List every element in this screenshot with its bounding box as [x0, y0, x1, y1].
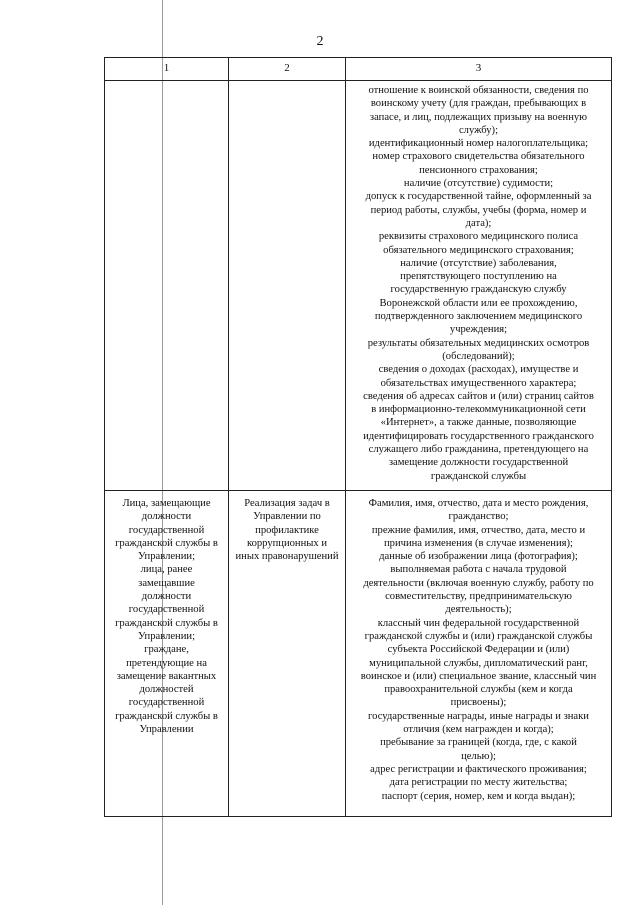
- cell-text-line: правоохранительной службы (кем и когда: [384, 684, 573, 696]
- cell-text-line: отношение к воинской обязанности, сведения по: [368, 85, 589, 96]
- cell-text-line: муниципальной службы, дипломатический ранг,: [369, 657, 588, 669]
- cell-text-line: гражданской службы в: [115, 710, 218, 722]
- cell-text-line: воинскому учету (для граждан, пребывающих в: [370, 98, 587, 110]
- cell-text-line: замещение вакантных: [116, 670, 217, 682]
- data-table: [104, 57, 612, 817]
- cell-text-line: Управлении: [139, 724, 194, 736]
- cell-text-line: наличие (отсутствие) судимости;: [403, 178, 554, 190]
- table-header-row: [105, 58, 612, 81]
- header-col-1: 1: [105, 58, 229, 81]
- cell-text-line: (обследований);: [442, 350, 515, 362]
- cell-text-line: наличие (отсутствие) заболевания,: [400, 257, 557, 269]
- row-1-col-1: [105, 81, 229, 491]
- cell-text-line: должности: [141, 511, 192, 523]
- cell-text-line: прежние фамилия, имя, отчество, дата, место и: [371, 524, 586, 536]
- cell-text-line: государственной: [128, 524, 205, 536]
- cell-text-line: Управлении;: [137, 551, 196, 563]
- cell-text-line: гражданской службы и (или) гражданской службы: [364, 630, 593, 642]
- cell-text-line: учреждения;: [449, 324, 508, 336]
- table-row: [105, 491, 612, 817]
- cell-text-line: лица, ранее: [140, 564, 193, 576]
- cell-text-line: замещавшие: [138, 577, 195, 589]
- cell-text-line: пенсионного страхования;: [419, 164, 538, 176]
- row-1-col-2: [229, 81, 346, 491]
- cell-text-line: дата регистрации по месту жительства;: [389, 777, 568, 789]
- cell-text-line: государственные награды, иные награды и знаки: [368, 710, 589, 722]
- table-row: [105, 81, 612, 491]
- row-1-col-3: [346, 81, 612, 491]
- cell-text-line: должностей: [139, 684, 194, 696]
- cell-text-line: гражданской службы в: [115, 537, 218, 549]
- cell-text-line: адрес регистрации и фактического проживания;: [370, 763, 587, 775]
- cell-text-line: деятельности (включая военную службу, работу по: [363, 577, 594, 589]
- cell-text-line: «Интернет», а также данные, позволяющие: [380, 417, 577, 429]
- cell-text-line: Реализация задач в: [244, 498, 330, 509]
- cell-text-line: государственную гражданскую службу: [390, 284, 567, 296]
- cell-text-line: пребывание за границей (когда, где, с какой: [380, 737, 577, 749]
- cell-text-line: Воронежской области или ее прохождению,: [379, 297, 578, 309]
- cell-text-line: Управлении по: [253, 511, 321, 523]
- cell-text-line: причина изменения (в случае изменения);: [383, 537, 573, 549]
- cell-text-line: идентификационный номер налогоплательщика;: [368, 138, 589, 150]
- cell-text-line: Фамилия, имя, отчество, дата и место рождения,: [368, 498, 589, 509]
- cell-text-line: выполняемая работа с начала трудовой: [390, 564, 567, 576]
- cell-text-line: иных правонарушений: [235, 551, 339, 563]
- cell-text-line: результаты обязательных медицинских осмотров: [367, 337, 590, 349]
- cell-text-line: допуск к государственной тайне, оформленный за: [365, 191, 592, 203]
- cell-text-line: дата);: [465, 217, 492, 229]
- cell-text-line: Управлении;: [137, 630, 196, 642]
- cell-text-line: государственной: [128, 604, 205, 616]
- cell-text-line: период работы, службы, учебы (форма, номер и: [370, 204, 587, 216]
- cell-text-line: обязательного медицинского страхования;: [383, 244, 574, 256]
- cell-text-line: граждане,: [144, 644, 189, 656]
- cell-text-line: профилактике: [255, 524, 319, 536]
- cell-text-line: целью);: [461, 750, 496, 762]
- cell-text-line: отличия (кем награжден и когда);: [403, 724, 554, 736]
- row-2-col-3: [346, 491, 612, 817]
- cell-text-line: сведения об адресах сайтов и (или) страниц сайтов: [363, 390, 594, 402]
- cell-text-line: реквизиты страхового медицинского полиса: [378, 231, 579, 243]
- cell-text-line: гражданской службы в: [115, 617, 218, 629]
- cell-text-line: подтвержденного заключением медицинского: [374, 311, 583, 323]
- cell-text-line: запасе, и лиц, подлежащих призыву на военную: [369, 111, 588, 123]
- cell-text-line: обязательствах имущественного характера;: [380, 377, 577, 389]
- cell-text-line: воинское и (или) специальное звание, классный чин: [360, 670, 597, 682]
- cell-text-line: претендующие на: [126, 657, 207, 669]
- cell-text-line: препятствующего поступлению на: [400, 271, 557, 283]
- cell-text-line: коррупционных и: [246, 537, 328, 549]
- cell-text-line: государственной: [128, 697, 205, 709]
- cell-text-line: в информационно-телекоммуникационной сети: [371, 404, 586, 416]
- header-col-2: 2: [229, 58, 346, 81]
- cell-text-line: должности: [141, 591, 192, 603]
- cell-text-line: номер страхового свидетельства обязательного: [372, 151, 585, 163]
- cell-text-line: замещение должности государственной: [388, 457, 569, 469]
- cell-text-line: служащего либо гражданина, претендующего на: [368, 444, 589, 456]
- cell-text-line: службу);: [458, 124, 499, 136]
- cell-text-line: деятельность);: [445, 604, 512, 616]
- cell-text-line: идентифицировать государственного гражданского: [363, 430, 594, 442]
- cell-text-line: субъекта Российской Федерации и (или): [387, 644, 570, 656]
- cell-text-line: совместительству, предпринимательскую: [385, 591, 572, 603]
- cell-text-line: гражданство;: [448, 511, 509, 523]
- cell-text-line: классный чин федеральной государственной: [377, 617, 580, 629]
- cell-text-line: гражданской службы: [430, 470, 527, 482]
- cell-text-line: данные об изображении лица (фотография);: [379, 551, 578, 563]
- row-2-col-2: [229, 491, 346, 817]
- header-col-3: 3: [346, 58, 612, 81]
- row-2-col-1: [105, 491, 229, 817]
- cell-text-line: Лица, замещающие: [122, 498, 211, 509]
- page-number: 2: [316, 34, 324, 49]
- cell-text-line: паспорт (серия, номер, кем и когда выдан);: [381, 790, 576, 802]
- cell-text-line: присвоены);: [450, 697, 507, 709]
- cell-text-line: сведения о доходах (расходах), имуществе и: [378, 364, 579, 376]
